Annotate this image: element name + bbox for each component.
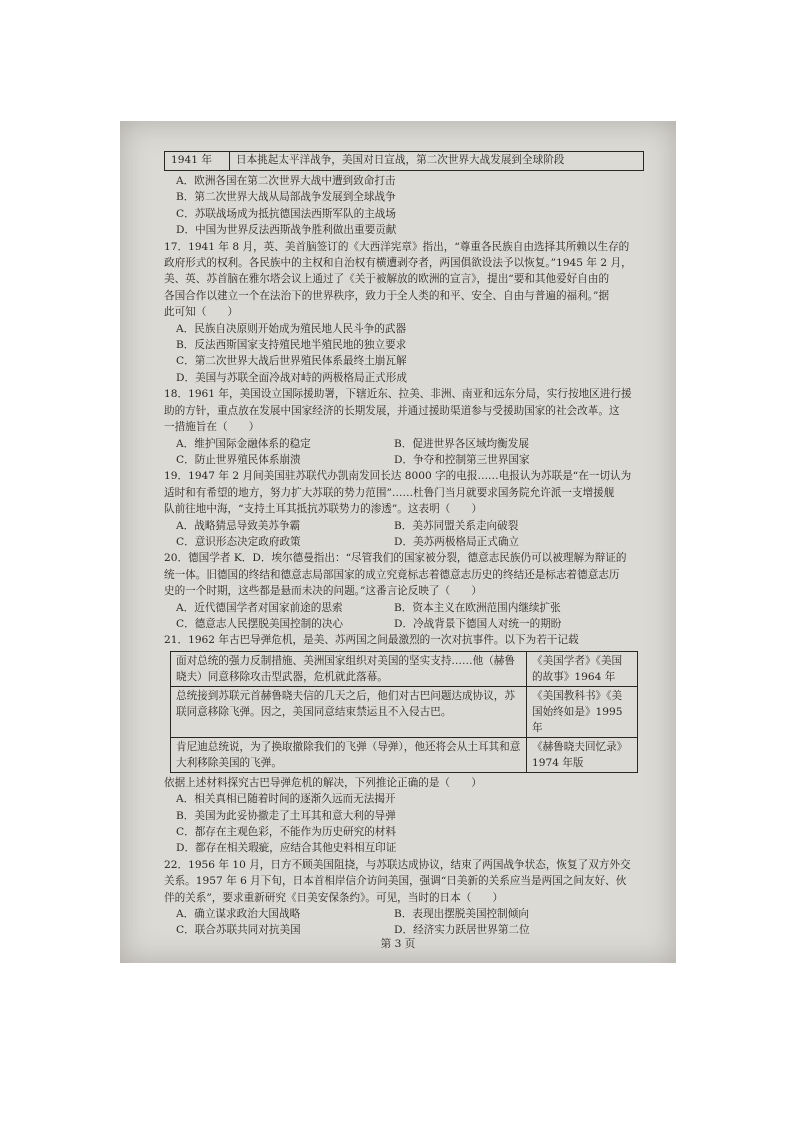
q20-options-row: [164, 616, 644, 632]
q18-line: 助的方针，重点放在发展中国家经济的长期发展，并通过援助渠道参与受援助国家的社会改革。这: [164, 404, 620, 417]
q17-option-d: D．美国与苏联全面冷战对峙的两极格局正式形成: [176, 371, 407, 384]
q20-option-b: B．资本主义在欧洲范围内继续扩张: [394, 601, 561, 614]
q17-option-c: C．第二次世界大战后世界殖民体系最终土崩瓦解: [176, 355, 407, 368]
exam-content: [164, 151, 644, 939]
table-row: [171, 651, 638, 686]
question-22: [164, 857, 644, 939]
q19-options-row: [164, 518, 644, 534]
q19-option-a: A．战略猜忌导致美苏争霸: [176, 519, 301, 532]
q18-options-row: [164, 452, 644, 468]
q21-intro: 21．1962 年古巴导弹危机，是美、苏两国之间最激烈的一次对抗事件。以下为若干记载: [164, 634, 579, 647]
question-17: [164, 239, 644, 387]
q18-line: 一措施旨在（ ）: [164, 421, 260, 434]
table-row: [171, 686, 638, 737]
q20-option-a: A．近代德国学者对国家前途的思索: [176, 601, 343, 614]
q22-line: 伴的关系”，要求重新研究《日美安保条约》。可见，当时的日本（ ）: [164, 891, 504, 904]
q20-line: 统一体。旧德国的终结和德意志局部国家的成立究竟标志着德意志历史的终结还是标志着德意志历: [164, 568, 620, 581]
q21-question: 依据上述材料探究古巴导弹危机的解决，下列推论正确的是（ ）: [164, 776, 482, 789]
q17-line: 此可知（ ）: [164, 306, 239, 319]
exam-sheet: [120, 121, 676, 963]
q21-option-d: D．都存在相关瑕疵，应结合其他史料相互印证: [176, 842, 397, 855]
q19-option-c: C．意识形态决定政府政策: [176, 535, 301, 548]
q16-option-b: B．第二次世界大战从局部战争发展到全球战争: [176, 191, 396, 204]
q20-line: 史的一个时期，这些都是悬而未决的问题。”这番言论反映了（ ）: [164, 585, 482, 598]
question-20: [164, 550, 644, 632]
q19-option-b: B．美苏同盟关系走向破裂: [394, 519, 519, 532]
q17-line: 政府形式的权利。各民族中的主权和自治权有横遭剥夺者，两国俱欲设法予以恢复。”1945 年 2 月，: [164, 257, 632, 270]
q16-option-c: C．苏联战场成为抵抗德国法西斯军队的主战场: [176, 207, 396, 220]
q18-option-c: C．防止世界殖民体系崩溃: [176, 453, 301, 466]
q18-line: 18．1961 年，美国设立国际援助署，下辖近东、拉美、非洲、南亚和远东分局，实行按地区进行援: [164, 388, 632, 401]
event-description: 日本挑起太平洋战争，美国对日宣战，第二次世界大战发展到全球阶段: [236, 154, 565, 166]
q22-option-c: C．联合苏联共同对抗美国: [176, 924, 301, 937]
q19-option-d: D．美苏两极格局正式确立: [394, 535, 520, 548]
q19-line: 适时和有希望的地方，努力扩大苏联的势力范围”……杜鲁门当月就要求国务院允许派一支增援舰: [164, 486, 615, 499]
page-number: 第 3 页: [380, 938, 416, 950]
material-text: 面对总统的强力反制措施、美洲国家组织对美国的坚实支持……他（赫鲁晓夫）同意移除攻击型武器，危机就此落幕。: [171, 651, 527, 686]
q16-option-a: A．欧洲各国在第二次世界大战中遭到致命打击: [176, 175, 396, 187]
q20-option-d: D．冷战背景下德国人对统一的期盼: [394, 617, 562, 630]
material-source: 《赫鲁晓夫回忆录》1974 年版: [527, 737, 638, 772]
q19-line: 队前往地中海，“支持土耳其抵抗苏联势力的渗透”。这表明（ ）: [164, 503, 483, 516]
q18-option-b: B．促进世界各区域均衡发展: [394, 437, 529, 450]
q17-line: 美、英、苏首脑在雅尔塔会议上通过了《关于被解放的欧洲的宣言》，提出“要和其他爱好自由的: [164, 273, 610, 286]
q22-option-a: A．确立谋求政治大国战略: [176, 908, 301, 921]
q17-option-b: B．反法西斯国家支持殖民地半殖民地的独立要求: [176, 339, 407, 352]
q22-options-row: [164, 906, 644, 922]
q16-options: [164, 173, 644, 239]
q21-option-b: B．美国为此妥协撤走了土耳其和意大利的导弹: [176, 809, 396, 822]
q17-line: 各国合作以建立一个在法治下的世界秩序，致力于全人类的和平、安全、自由与普遍的福利。”据: [164, 289, 610, 302]
material-source: 《美国教科书》《美国始终如是》1995 年: [527, 686, 638, 737]
q21-material-table: [170, 651, 638, 773]
table-row: [171, 737, 638, 772]
q17-option-a: A．民族自决原则开始成为殖民地人民斗争的武器: [176, 322, 407, 335]
material-text: 肯尼迪总统说，为了换取撤除我们的飞弹（导弹），他还将会从土耳其和意大利移除美国的飞弹。: [171, 737, 527, 772]
question-18: [164, 386, 644, 468]
q18-option-a: A．维护国际金融体系的稳定: [176, 437, 311, 450]
q17-line: 17．1941 年 8 月，英、美首脑签订的《大西洋宪章》指出，“尊重各民族自由选择其所赖以生存的: [164, 240, 630, 253]
q20-options-row: [164, 600, 644, 616]
q18-options-row: [164, 436, 644, 452]
event-table-row: [164, 151, 644, 171]
q20-line: 20．德国学者 K．D．埃尔德曼指出：“尽管我们的国家被分裂，德意志民族仍可以被理解为辩证的: [164, 552, 627, 565]
q16-option-d: D．中国为世界反法西斯战争胜利做出重要贡献: [176, 224, 397, 237]
q21-option-c: C．都存在主观色彩，不能作为历史研究的材料: [176, 826, 396, 838]
q22-option-d: D．经济实力跃居世界第二位: [394, 924, 530, 937]
material-text: 总统接到苏联元首赫鲁晓夫信的几天之后，他们对古巴问题达成协议，苏联同意移除飞弹。因之，美国同意结束禁运且不入侵古巴。: [171, 686, 527, 737]
q20-option-c: C．德意志人民摆脱美国控制的决心: [176, 617, 344, 630]
q22-line: 22．1956 年 10 月，日方不顾美国阻挠，与苏联达成协议，结束了两国战争状态，恢复了双方外交: [164, 858, 631, 871]
question-21: [164, 632, 644, 856]
q21-option-a: A．相关真相已随着时间的逐渐久远而无法揭开: [176, 793, 396, 806]
material-source: 《美国学者》《美国的故事》1964 年: [527, 651, 638, 686]
event-year: 1941 年: [165, 152, 230, 170]
q22-option-b: B．表现出摆脱美国控制倾向: [394, 908, 529, 921]
q19-line: 19．1947 年 2 月间美国驻苏联代办凯南发回长达 8000 字的电报……电报认为苏联是“在一切认为: [164, 470, 632, 483]
q19-options-row: [164, 534, 644, 550]
question-19: [164, 468, 644, 550]
q18-option-d: D．争夺和控制第三世界国家: [394, 453, 530, 466]
q22-line: 关系。1957 年 6 月下旬，日本首相岸信介访问美国，强调“日美新的关系应当是两国之间友好、伙: [164, 875, 627, 888]
